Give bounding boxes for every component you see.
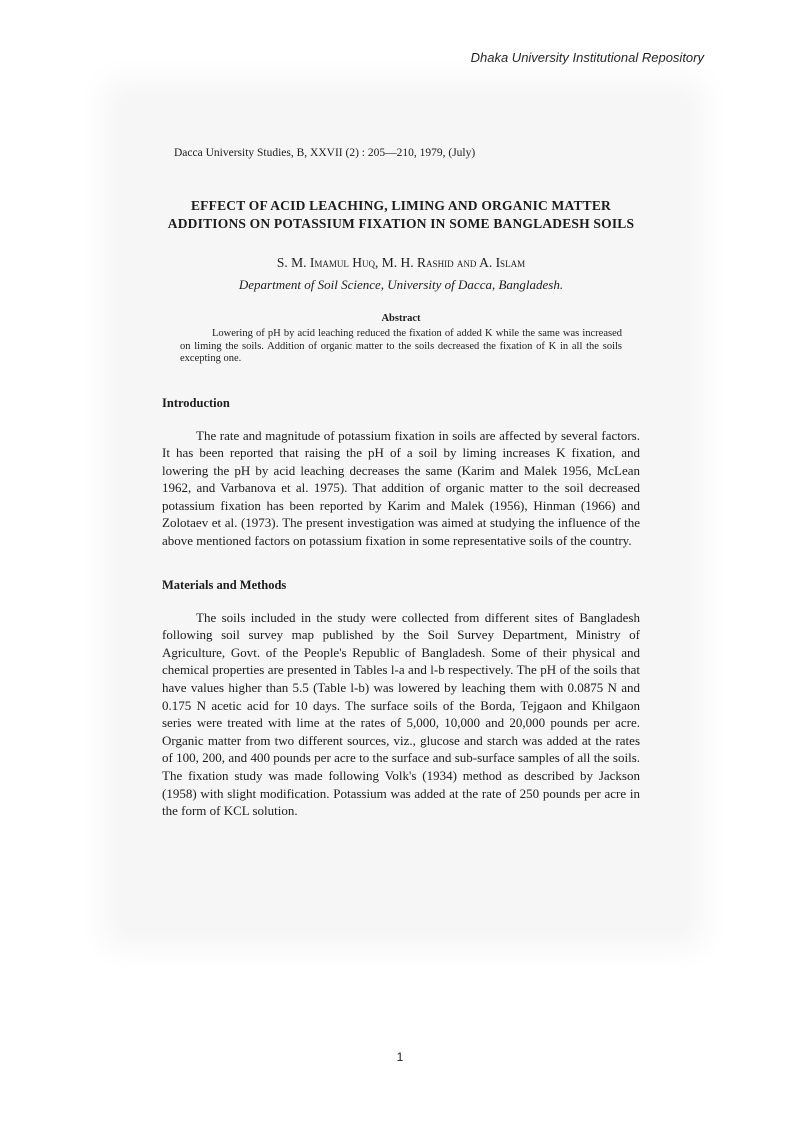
section-materials-methods bbox=[162, 578, 640, 820]
paper-title: EFFECT OF ACID LEACHING, LIMING AND ORGANIC MATTER ADDITIONS ON POTASSIUM FIXATION IN SOME BANGLADESH SOILS bbox=[167, 198, 635, 231]
abstract-block bbox=[162, 313, 640, 366]
abstract-text: Lowering of pH by acid leaching reduced the fixation of added K while the same was increased on liming the soils. Addition of organic matter to the soils decreased the fixation of K in all the soils excepting one. bbox=[180, 328, 622, 364]
section-introduction bbox=[162, 396, 640, 550]
page-number: 1 bbox=[396, 1050, 404, 1064]
section-paragraph: The soils included in the study were collected from different sites of Bangladesh following soil survey map published by the Soil Survey Department, Ministry of Agriculture, Govt. of the People's Republic of Bangladesh. Some of their physical and chemical properties are presented in Tables l-a and l-b respectively. The pH of the soils that have values higher than 5.5 (Table l-b) was lowered by leaching them with 0.0875 N and 0.175 N acetic acid for 10 days. The surface soils of the Borda, Tejgaon and Khilgaon series were treated with lime at the rates of 5,000, 10,000 and 20,000 pounds per acre. Organic matter from two different sources, viz., glucose and starch was added at the rates of 100, 200, and 400 pounds per acre to the surface and sub-surface samples of all the soils. The fixation study was made following Volk's (1934) method as described by Jackson (1958) with slight modification. Potassium was added at the rate of 250 pounds per acre in the form of KCL solution. bbox=[162, 609, 640, 819]
journal-citation: Dacca University Studies, B, XXVII (2) : 205—210, 1979, (July) bbox=[174, 147, 476, 159]
abstract-heading: Abstract bbox=[381, 313, 421, 324]
paper-content bbox=[162, 147, 640, 848]
author-affiliation: Department of Soil Science, University of Dacca, Bangladesh. bbox=[238, 277, 564, 292]
repository-header: Dhaka University Institutional Repository bbox=[470, 50, 704, 65]
section-heading: Materials and Methods bbox=[162, 577, 287, 592]
paper-authors: S. M. Imamul Huq, M. H. Rashid and A. Islam bbox=[276, 255, 526, 270]
section-paragraph: The rate and magnitude of potassium fixation in soils are affected by several factors. It has been reported that raising the pH of a soil by liming increases K fixation, and lowering the pH by acid leaching decreases the same (Karim and Malek 1956, McLean 1962, and Varbanova et al. 1975). That addition of organic matter to the soil decreased potassium fixation has been reported by Karim and Malek (1956), Hinman (1966) and Zolotaev et al. (1973). The present investigation was aimed at studying the influence of the above mentioned factors on potassium fixation in some representative soils of the country. bbox=[162, 427, 640, 549]
section-heading: Introduction bbox=[162, 395, 230, 410]
